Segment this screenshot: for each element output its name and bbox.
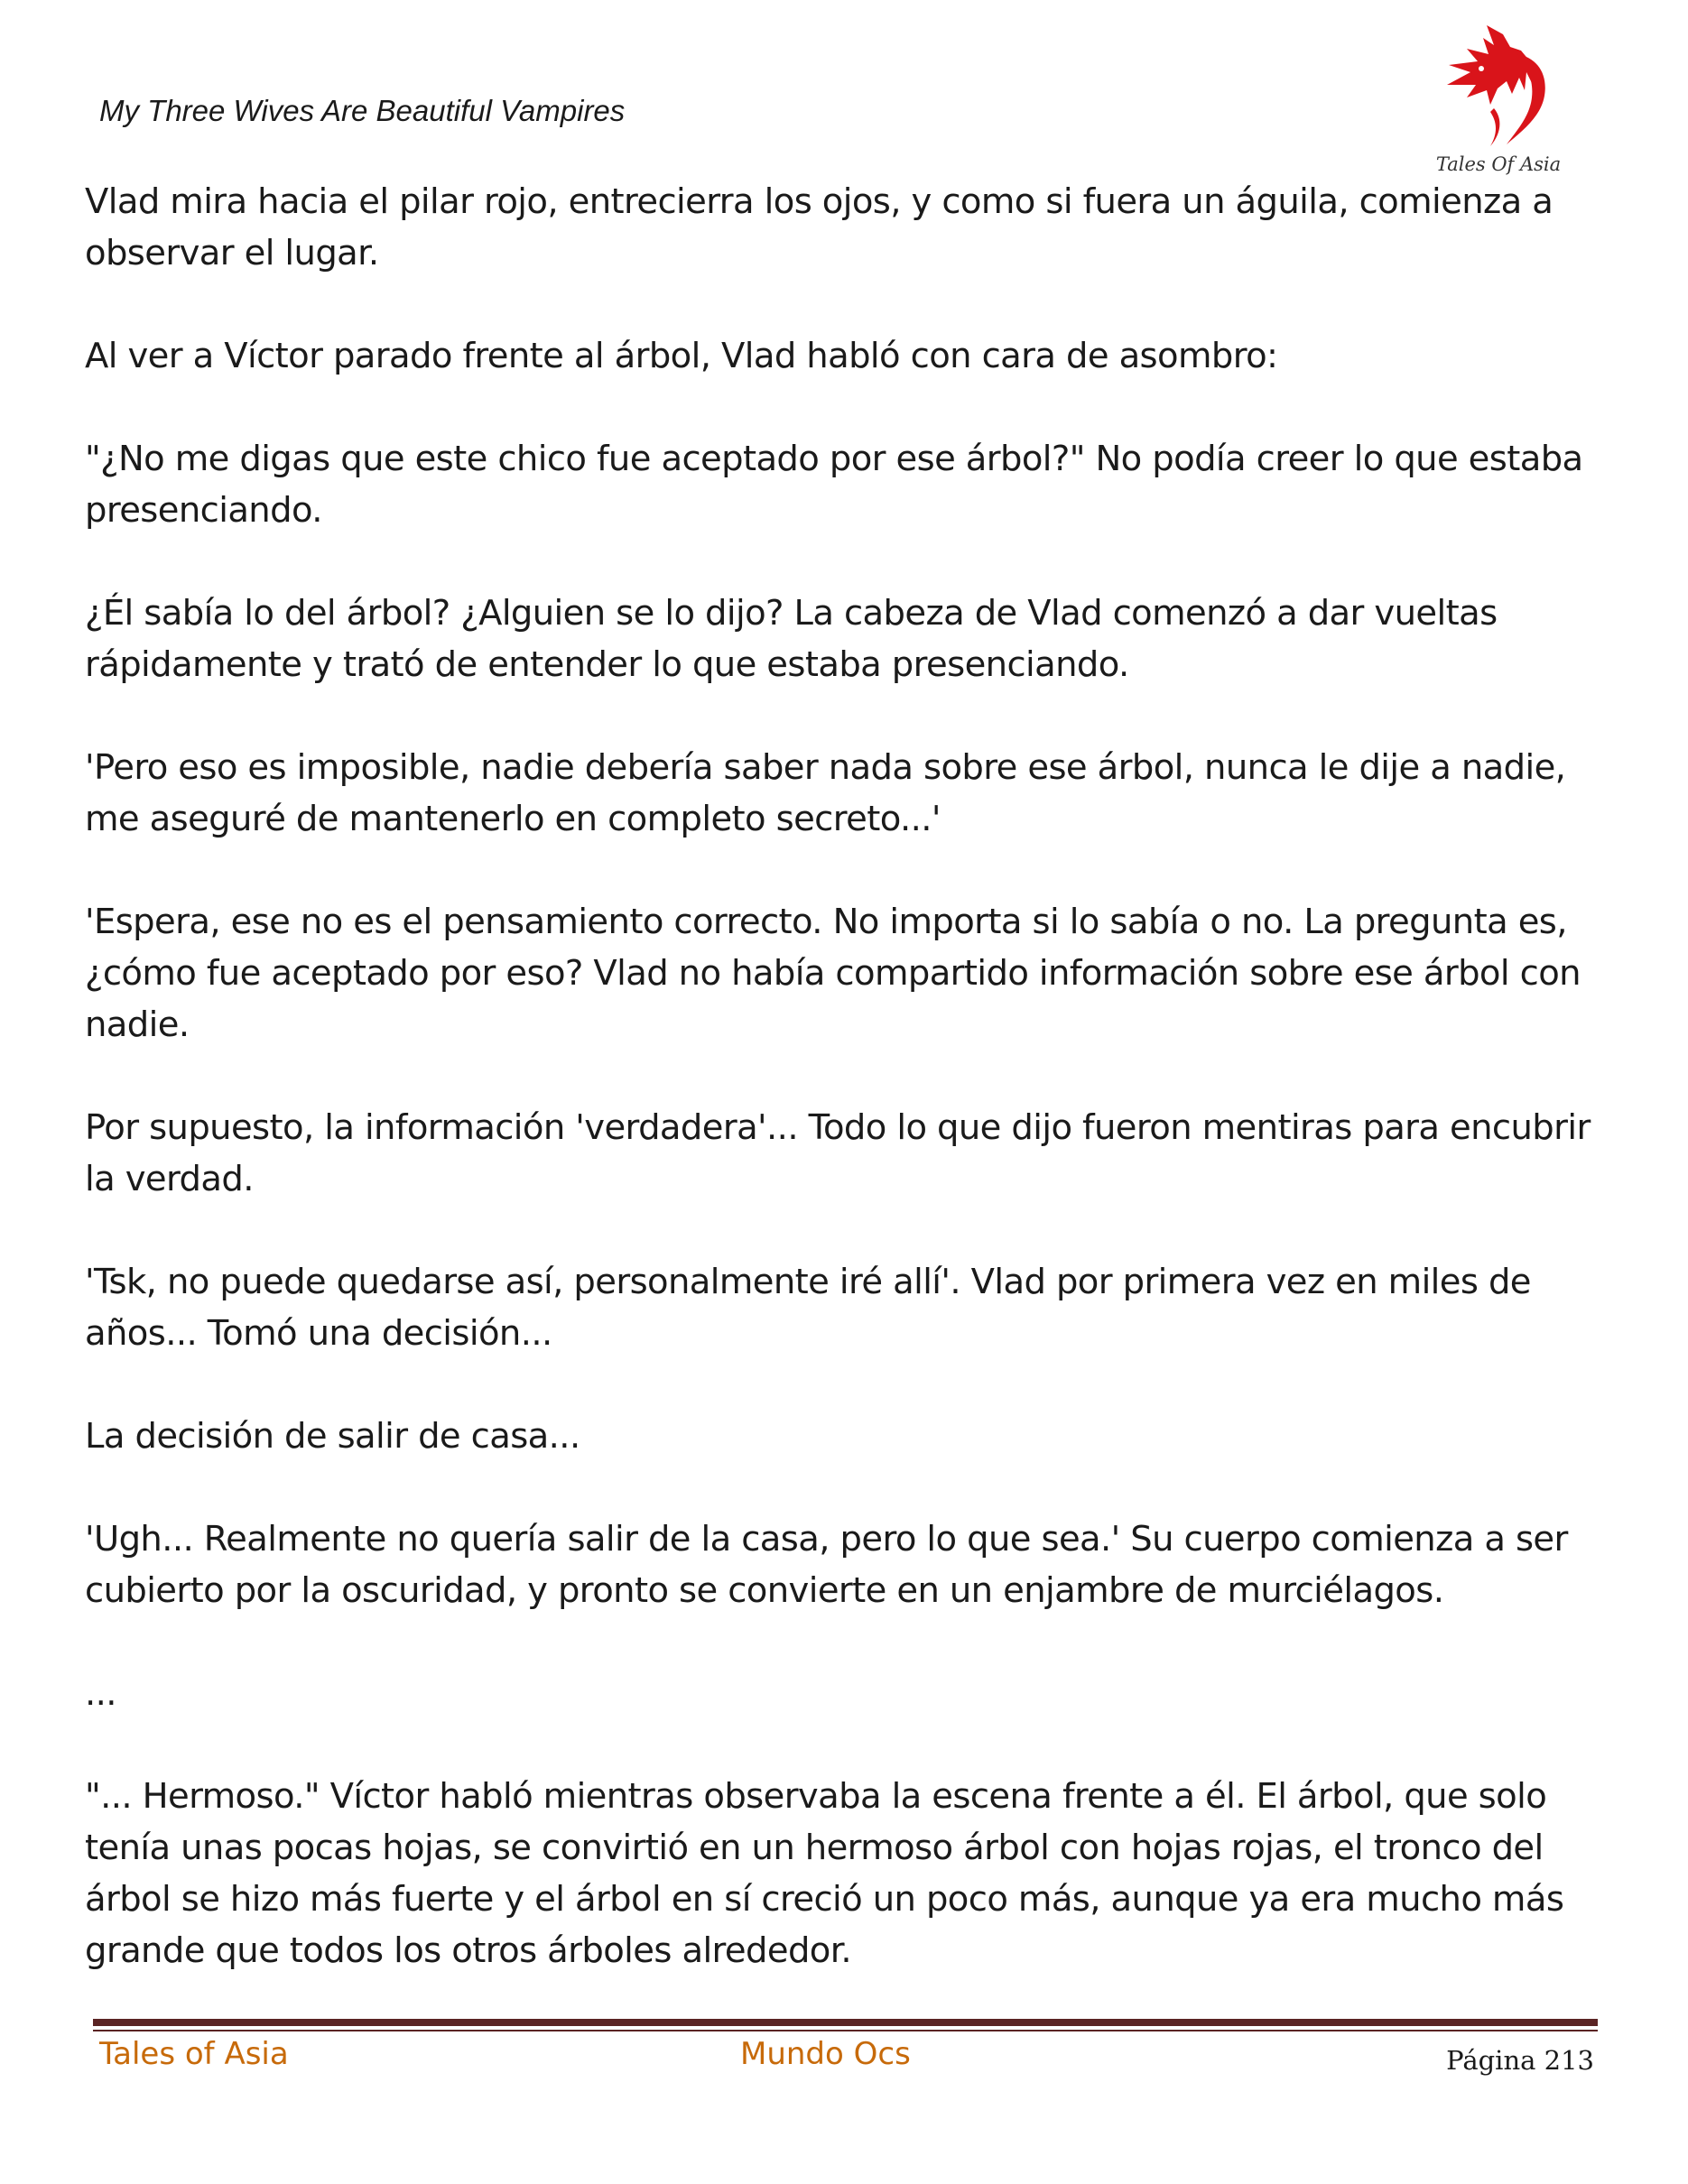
footer-section-name: Mundo Ocs xyxy=(740,2036,911,2072)
logo-text: Tales Of Asia xyxy=(1435,153,1562,175)
paragraph: Por supuesto, la información 'verdadera'... Todo lo que dijo fueron mentiras para encubrir la verdad. xyxy=(85,1107,1591,1199)
paragraph: 'Pero eso es imposible, nadie debería saber nada sobre ese árbol, nunca le dije a nadie, me aseguré de mantenerlo en completo secreto...' xyxy=(85,747,1566,839)
chapter-body xyxy=(85,176,1619,2028)
paragraph: 'Ugh... Realmente no quería salir de la casa, pero lo que sea.' Su cuerpo comienza a ser cubierto por la oscuridad, y pronto se convierte en un enjambre de murciélagos. xyxy=(85,1519,1568,1611)
paragraph: Vlad mira hacia el pilar rojo, entrecierra los ojos, y como si fuera un águila, comienza a observar el lugar. xyxy=(85,181,1554,273)
footer-divider xyxy=(93,2019,1598,2026)
paragraph: 'Espera, ese no es el pensamiento correcto. No importa si lo sabía o no. La pregunta es, ¿cómo fue aceptado por eso? Vlad no había compartido información sobre ese árbol con nadie. xyxy=(85,902,1581,1045)
book-title: My Three Wives Are Beautiful Vampires xyxy=(99,94,626,127)
red-dragon-icon xyxy=(1431,18,1566,162)
paragraph: "... Hermoso." Víctor habló mientras observaba la escena frente a él. El árbol, que solo tenía unas pocas hojas, se convirtió en un hermoso árbol con hojas rojas, el tronco del árbol se hizo más fuerte y el árbol en sí creció un poco más, aunque ya era mucho más grande que todos los otros árboles alrededor. xyxy=(85,1776,1564,1971)
paragraph: ... xyxy=(85,1673,116,1714)
footer-divider-thin xyxy=(93,2030,1598,2031)
page-number: Página 213 xyxy=(1446,2045,1594,2076)
paragraph: 'Tsk, no puede quedarse así, personalmente iré allí'. Vlad por primera vez en miles de años... Tomó una decisión... xyxy=(85,1262,1531,1354)
footer-site-name: Tales of Asia xyxy=(99,2036,289,2072)
paragraph: Al ver a Víctor parado frente al árbol, Vlad habló con cara de asombro: xyxy=(85,336,1278,376)
paragraph: "¿No me digas que este chico fue aceptado por ese árbol?" No podía creer lo que estaba presenciando. xyxy=(85,439,1583,531)
paragraph: ¿Él sabía lo del árbol? ¿Alguien se lo dijo? La cabeza de Vlad comenzó a dar vueltas rápidamente y trató de entender lo que estaba presenciando. xyxy=(85,593,1498,685)
paragraph: La decisión de salir de casa... xyxy=(85,1416,580,1457)
tales-of-asia-logo xyxy=(1431,18,1566,185)
